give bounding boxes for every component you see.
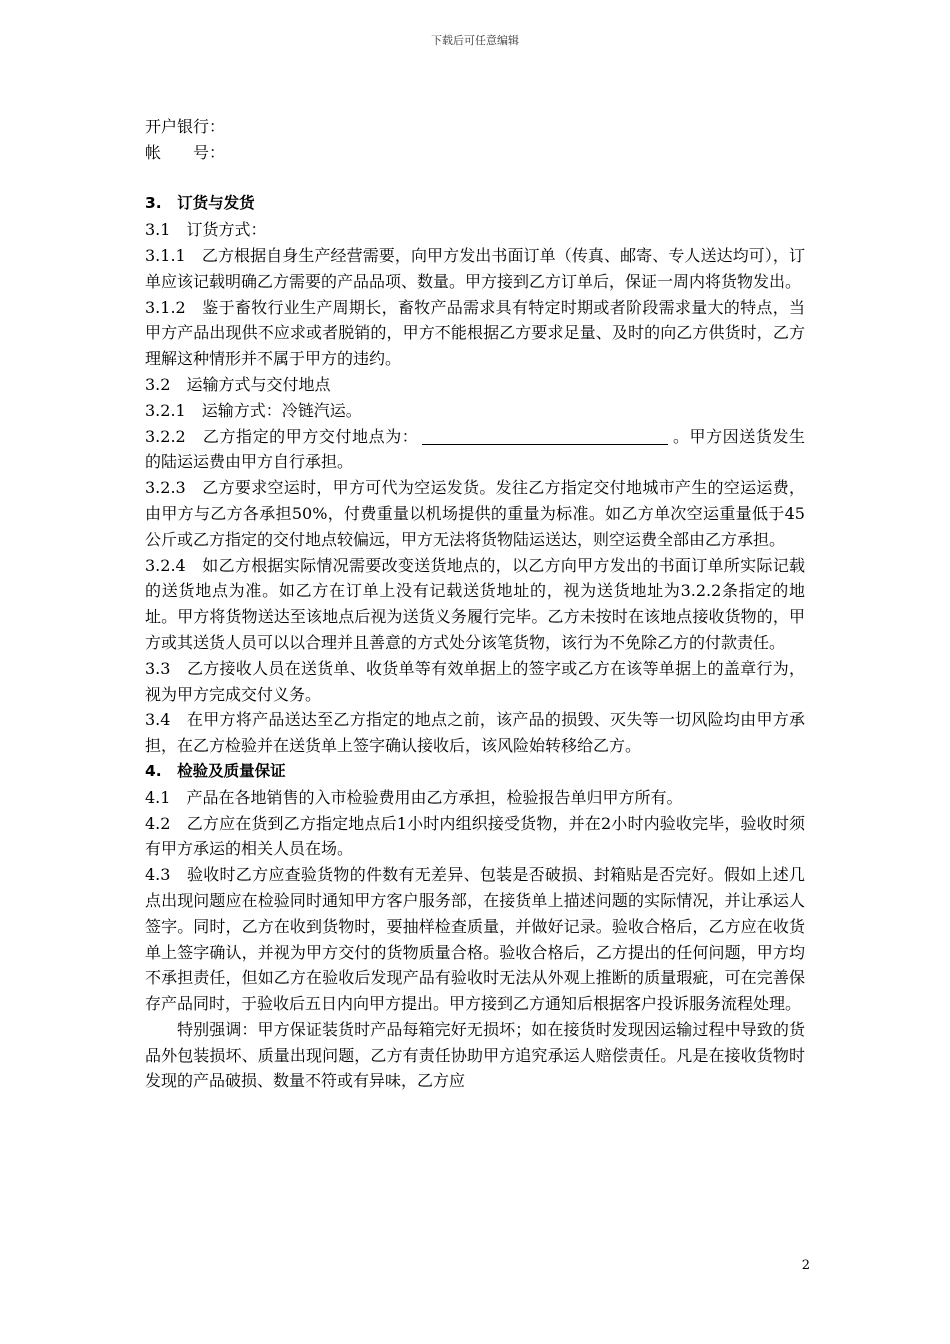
page-number: 2: [801, 1258, 810, 1273]
header-note: 下载后可任意编辑: [431, 34, 519, 47]
spacer: [145, 166, 805, 192]
clause-3-1: 3.1 订货方式：: [145, 220, 267, 240]
clause-3-2-3: 3.2.3 乙方要求空运时，甲方可代为空运发货。发往乙方指定交付地城市产生的空运运费，由甲方与乙方各承担50%，付费重量以机场提供的重量为标准。如乙方单次空运重量低于45公斤或乙方指定的交付地点较偏远，甲方无法将货物陆运送达，则空运费全部由乙方承担。: [145, 478, 805, 549]
clause-4-1: 4.1 产品在各地销售的入市检验费用由乙方承担，检验报告单归甲方所有。: [145, 787, 683, 807]
account-label: 帐 号：: [145, 142, 226, 162]
delivery-location-blank[interactable]: [422, 427, 668, 445]
clause-3-3: 3.3 乙方接收人员在送货单、收货单等有效单据上的签字或乙方在该等单据上的盖章行为，视为甲方完成交付义务。: [145, 658, 805, 704]
clause-3-1-1: 3.1.1 乙方根据自身生产经营需要，向甲方发出书面订单（传真、邮寄、专人送达均可），订单应该记载明确乙方需要的产品品项、数量。甲方接到乙方订单后，保证一周内将货物发出。: [145, 245, 805, 291]
clause-3-4: 3.4 在甲方将产品送达至乙方指定的地点之前，该产品的损毁、灭失等一切风险均由甲方承担，在乙方检验并在送货单上签字确认接收后，该风险始转移给乙方。: [145, 710, 805, 756]
clause-3-2-2: [145, 424, 805, 476]
clause-3-2-4: 3.2.4 如乙方根据实际情况需要改变送货地点的，以乙方向甲方发出的书面订单所实际记载的送货地点为准。如乙方在订单上没有记载送货地址的，视为送货地址为3.2.2条指定的地址。甲方将货物送达至该地点后视为送货义务履行完毕。乙方未按时在该地点接收货物的，甲方或其送货人员可以以合理并且善意的方式处分该笔货物，该行为不免除乙方的付款责任。: [145, 555, 805, 652]
bank-label: 开户银行：: [145, 117, 226, 136]
document-body: [145, 114, 805, 1094]
clause-4-3: 4.3 验收时乙方应查验货物的件数有无差异、包装是否破损、封箱贴是否完好。假如上述几点出现问题应在检验同时通知甲方客户服务部，在接货单上描述问题的实际情况，并让承运人签字。同时，乙方在收到货物时，要抽样检查质量，并做好记录。验收合格后，乙方应在收货单上签字确认，并视为甲方交付的货物质量合格。验收合格后，乙方提出的任何问题，甲方均不承担责任，但如乙方在验收后发现产品有验收时无法从外观上推断的质量瑕疵，可在完善保存产品同时，于验收后五日内向甲方提出。甲方接到乙方通知后根据客户投诉服务流程处理。: [145, 865, 805, 1014]
clause-3-1-2: 3.1.2 鉴于畜牧行业生产周期长，畜牧产品需求具有特定时期或者阶段需求量大的特点，当甲方产品出现供不应求或者脱销的，甲方不能根据乙方要求足量、及时的向乙方供货时，乙方理解这种情形并不属于甲方的违约。: [145, 297, 805, 369]
clause-3-2: 3.2 运输方式与交付地点: [145, 374, 331, 394]
section-4-heading: 4. 检验及质量保证: [145, 761, 286, 780]
clause-3-2-2-prefix: 3.2.2 乙方指定的甲方交付地点为：: [145, 426, 419, 446]
section-3-heading: 3. 订货与发货: [145, 194, 255, 213]
special-emphasis: 特别强调：甲方保证装货时产品每箱完好无损坏；如在接货时发现因运输过程中导致的货品外包装损坏、质量出现问题，乙方有责任协助甲方追究承运人赔偿责任。凡是在接收货物时发现的产品破损、数量不符或有异味，乙方应: [145, 1019, 805, 1091]
clause-4-2: 4.2 乙方应在货到乙方指定地点后1小时内组织接受货物，并在2小时内验收完毕，验收时须有甲方承运的相关人员在场。: [145, 813, 805, 859]
clause-3-2-2-suffix: 。甲方因送货发生的陆运运费由甲方自行承担。: [145, 426, 805, 472]
clause-3-2-1: 3.2.1 运输方式：冷链汽运。: [145, 400, 362, 420]
